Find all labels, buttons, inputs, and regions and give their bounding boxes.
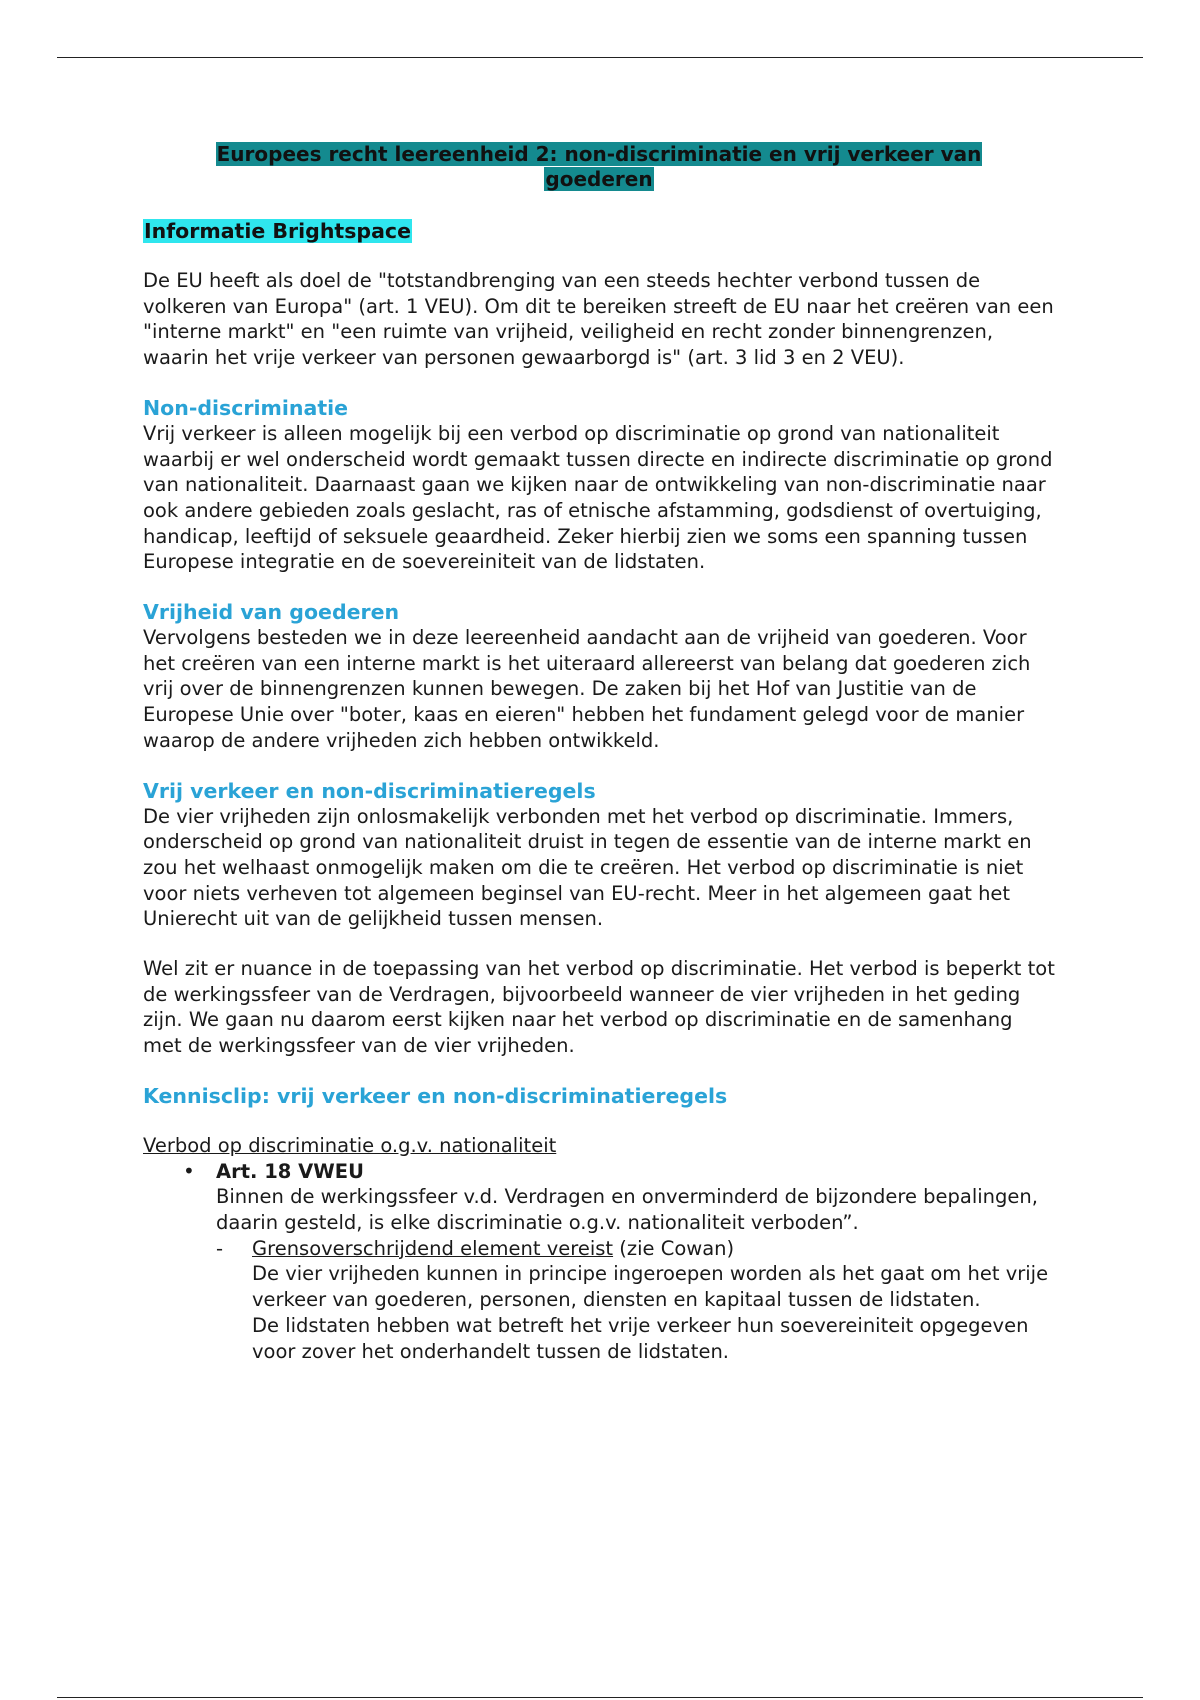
page-title-line2: goederen [545,167,653,191]
info-heading [143,218,1055,244]
heading-vrij-verkeer: Vrij verkeer en non-discriminatieregels [143,778,596,803]
dash-title [252,1236,1055,1262]
dash-text-1: De vier vrijheden kunnen in principe ingeroepen worden als het gaat om het vrije verkeer van goederen, personen, diensten en kapitaal tussen de lidstaten. [252,1262,1049,1312]
paragraph-vrij-verkeer-2: Wel zit er nuance in de toepassing van het verbod op discriminatie. Het verbod is beperkt tot de werkingssfeer van de Verdragen, bijvoorbeeld wanneer de vier vrijheden in het geding zijn. We gaan nu daarom eerst kijken naar het verbod op discriminatie en de samenhang met de werkingssfeer van de vier vrijheden. [143,957,1055,1058]
dash-title-suffix: (zie Cowan) [613,1236,735,1260]
subheading-verbod-discriminatie: Verbod op discriminatie o.g.v. nationaliteit [143,1133,557,1157]
header-rule [57,57,1143,58]
heading-vrijheid-goederen: Vrijheid van goederen [143,600,400,625]
intro-paragraph: De EU heeft als doel de "totstandbrenging van een steeds hechter verbond tussen de volkeren van Europa" (art. 1 VEU). Om dit te bereiken streeft de EU naar het creëren van een "interne markt" en "een ruimte van vrijheid, veiligheid en recht zonder binnengrenzen, waarin het vrije verkeer van personen gewaarborgd is" (art. 3 lid 3 en 2 VEU). [143,269,1054,370]
heading-non-discriminatie: Non-discriminatie [143,395,349,420]
bullet-title: Art. 18 VWEU [216,1159,364,1183]
paragraph-vrijheid-goederen: Vervolgens besteden we in deze leereenheid aandacht aan de vrijheid van goederen. Voor het creëren van een interne markt is het uiteraard allereerst van belang dat goederen zich vrij over de binnengrenzen kunnen bewegen. De zaken bij het Hof van Justitie van de Europese Unie over "boter, kaas en eieren" hebben het fundament gelegd voor de manier waarop de andere vrijheden zich hebben ontwikkeld. [143,626,1031,752]
bullet-text: Binnen de werkingssfeer v.d. Verdragen en onverminderd de bijzondere bepalingen, daarin gesteld, is elke discriminatie o.g.v. nationaliteit verboden”. [216,1185,1038,1234]
page-title-line1: Europees recht leereenheid 2: non-discriminatie en vrij verkeer van [216,142,982,166]
bullet-list [143,1159,1055,1365]
dash-item [216,1236,1055,1365]
dash-marker: - [216,1236,224,1260]
dash-title-underlined: Grensoverschrijdend element vereist [252,1236,614,1260]
list-item [143,1159,1055,1365]
dash-text-2: De lidstaten hebben wat betreft het vrije verkeer hun soevereiniteit opgegeven voor zover het onderhandelt tussen de lidstaten. [252,1313,1029,1363]
paragraph-non-discriminatie: Vrij verkeer is alleen mogelijk bij een verbod op discriminatie op grond van nationaliteit waarbij er wel onderscheid wordt gemaakt tussen directe en indirecte discriminatie op grond van nationaliteit. Daarnaast gaan we kijken naar de ontwikkeling van non-discriminatie naar ook andere gebieden zoals geslacht, ras of etnische afstamming, godsdienst of overtuiging, handicap, leeftijd of seksuele geaardheid. Zeker hierbij zien we soms een spanning tussen Europese integratie en de soevereiniteit van de lidstaten. [143,421,1053,574]
footer-rule [57,1697,1143,1698]
info-heading-text: Informatie Brightspace [144,219,411,243]
document-body [143,142,1055,1364]
page-title [143,142,1055,192]
paragraph-vrij-verkeer-1: De vier vrijheden zijn onlosmakelijk verbonden met het verbod op discriminatie. Immers, onderscheid op grond van nationaliteit druist in tegen de essentie van de interne markt en zou het welhaast onmogelijk maken om die te creëren. Het verbod op discriminatie is niet voor niets verheven tot algemeen beginsel van EU-recht. Meer in het algemeen gaat het Unierecht uit van de gelijkheid tussen mensen. [143,804,1032,931]
heading-kennisclip: Kennisclip: vrij verkeer en non-discriminatieregels [143,1083,728,1108]
bullet-marker: • [183,1158,195,1183]
